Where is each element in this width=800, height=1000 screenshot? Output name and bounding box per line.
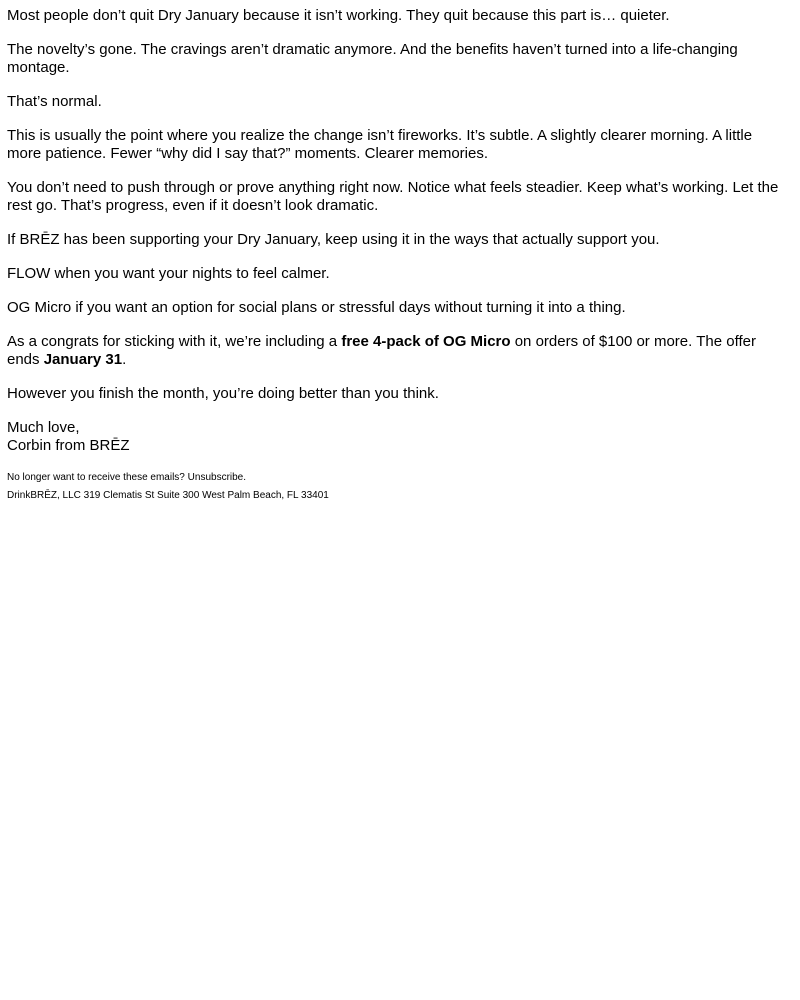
paragraph-offer	[7, 333, 789, 369]
paragraph-flow: FLOW when you want your nights to feel calmer.	[7, 265, 330, 282]
paragraph-intro: Most people don’t quit Dry January because it isn’t working. They quit because this part is… quieter.	[7, 7, 670, 24]
paragraph-closing: However you finish the month, you’re doing better than you think.	[7, 385, 439, 402]
offer-highlight-date: January 31	[43, 351, 123, 368]
offer-lead-text: As a congrats for sticking with it, we’re including a	[7, 333, 342, 350]
paragraph-subtle-change: This is usually the point where you realize the change isn’t fireworks. It’s subtle. A slightly clearer morning. A little more patience. Fewer “why did I say that?” moments. Clearer memories.	[7, 127, 753, 162]
paragraph-no-push: You don’t need to push through or prove anything right now. Notice what feels steadier. Keep what’s working. Let the rest go. That’s progress, even if it doesn’t look dramatic.	[7, 179, 779, 214]
signature-line-1: Much love,	[7, 419, 80, 436]
unsubscribe-link[interactable]: Unsubscribe.	[187, 472, 247, 483]
offer-tail-text: .	[122, 351, 127, 368]
signature-line-2: Corbin from BRĒZ	[7, 437, 130, 454]
offer-middle-text: on orders of $100 or more. The offer ends	[7, 333, 756, 368]
company-address: DrinkBRĒZ, LLC 319 Clematis St Suite 300 West Palm Beach, FL 33401	[7, 490, 329, 501]
unsubscribe-row	[7, 471, 793, 484]
paragraph-og-micro: OG Micro if you want an option for social plans or stressful days without turning it into a thing.	[7, 299, 626, 316]
signature-block	[7, 419, 789, 455]
email-footer	[7, 471, 793, 502]
unsubscribe-prompt-text: No longer want to receive these emails?	[7, 472, 188, 483]
paragraph-brez-support: If BRĒZ has been supporting your Dry January, keep using it in the ways that actually support you.	[7, 231, 660, 248]
paragraph-novelty: The novelty’s gone. The cravings aren’t dramatic anymore. And the benefits haven’t turned into a life-changing montage.	[7, 41, 738, 76]
offer-highlight-product: free 4-pack of OG Micro	[341, 333, 511, 350]
paragraph-thats-normal: That’s normal.	[7, 93, 102, 110]
